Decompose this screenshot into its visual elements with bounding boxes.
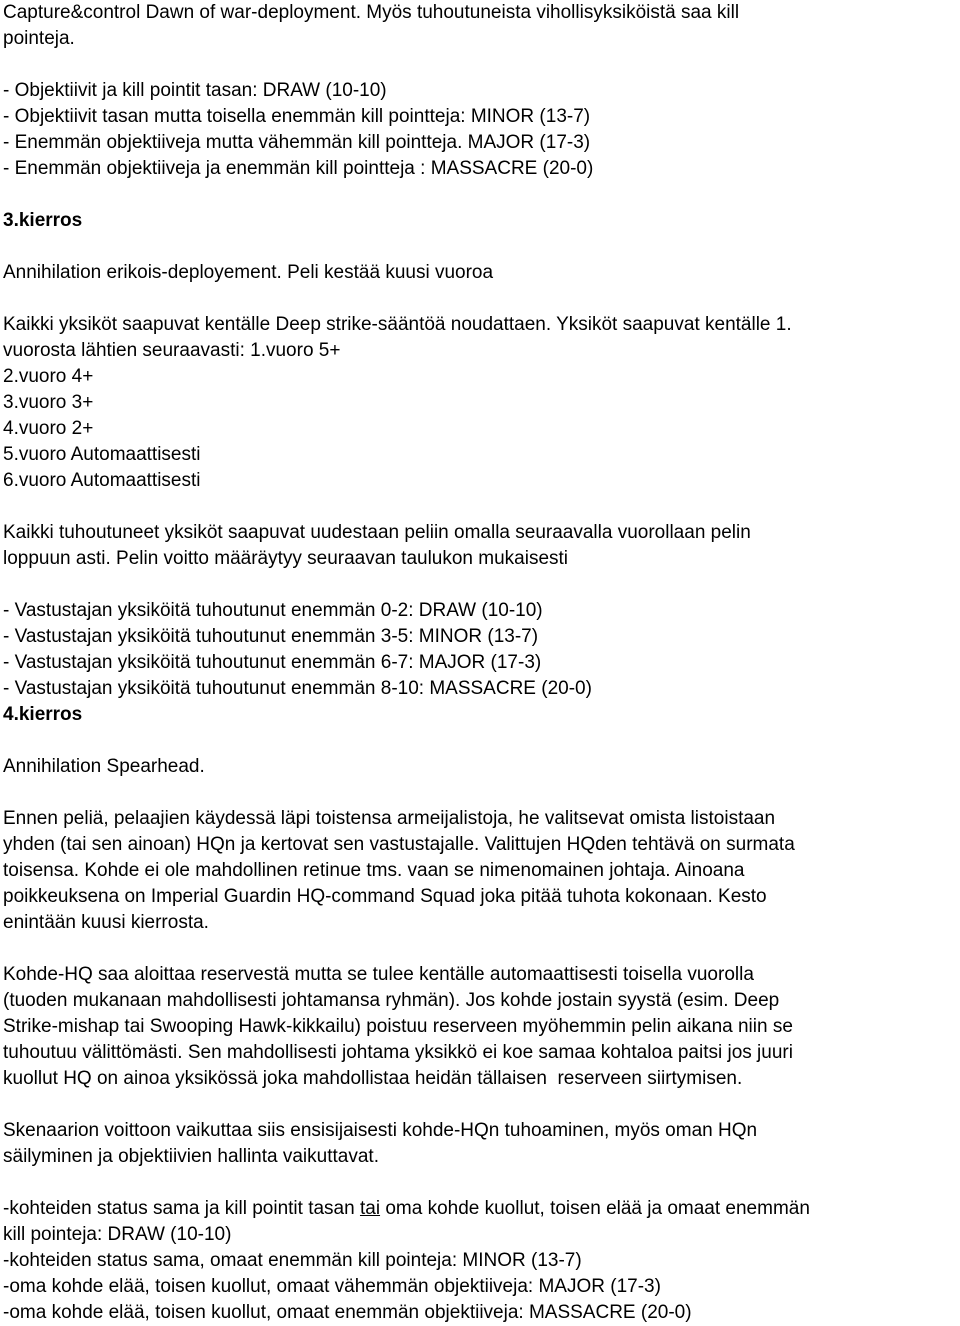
spacer xyxy=(3,1092,958,1118)
round4-para3-line-1: Skenaarion voittoon vaikuttaa siis ensisijaisesti kohde-HQn tuhoaminen, myös oman HQn xyxy=(3,1120,758,1141)
round4-para1-line-1: Ennen peliä, pelaajien käydessä läpi toistensa armeijalistoja, he valitsevat omista listoistaan xyxy=(3,808,776,829)
round4-result-massacre: -oma kohde elää, toisen kuollut, omaat enemmän objektiiveja: MASSACRE (20-0) xyxy=(3,1302,692,1323)
intro-line-1: Capture&control Dawn of war-deployment. Myös tuhoutuneista vihollisyksiköistä saa kill xyxy=(3,2,740,23)
spacer xyxy=(3,936,958,962)
round2-result-massacre: - Enemmän objektiiveja ja enemmän kill pointteja : MASSACRE (20-0) xyxy=(3,158,594,179)
round4-result-major: -oma kohde elää, toisen kuollut, omaat vähemmän objektiiveja: MAJOR (17-3) xyxy=(3,1276,661,1297)
round4-mission: Annihilation Spearhead. xyxy=(3,756,205,777)
round3-turn-3: 3.vuoro 3+ xyxy=(3,392,94,413)
round4-para2-line-4: tuhoutuu välittömästi. Sen mahdollisesti johtama yksikkö ei koe samaa kohtaloa paitsi jos juuri xyxy=(3,1042,793,1063)
round4-heading: 4.kierros xyxy=(3,704,83,725)
round3-turn-6: 6.vuoro Automaattisesti xyxy=(3,470,201,491)
round4-para1-line-2: yhden (tai sen ainoan) HQn ja kertovat sen vastustajalle. Valittujen HQden tehtävä on surmata xyxy=(3,834,795,855)
spacer xyxy=(3,572,958,598)
round3-deep-strike-line-2: vuorosta lähtien seuraavasti: 1.vuoro 5+ xyxy=(3,340,341,361)
round4-para2-line-3: Strike-mishap tai Swooping Hawk-kikkailu) poistuu reserveen myöhemmin pelin aikana niin se xyxy=(3,1016,793,1037)
round2-result-minor: - Objektiivit tasan mutta toisella enemmän kill pointteja: MINOR (13-7) xyxy=(3,106,591,127)
spacer xyxy=(3,728,958,754)
round3-deployment: Annihilation erikois-deployement. Peli kestää kuusi vuoroa xyxy=(3,262,494,283)
round4-para1-line-5: enintään kuusi kierrosta. xyxy=(3,912,209,933)
round3-result-major: - Vastustajan yksiköitä tuhoutunut enemmän 6-7: MAJOR (17-3) xyxy=(3,652,542,673)
round3-result-massacre: - Vastustajan yksiköitä tuhoutunut enemmän 8-10: MASSACRE (20-0) xyxy=(3,678,592,699)
round4-result-draw-pre: -kohteiden status sama ja kill pointit tasan xyxy=(3,1198,360,1219)
round2-result-draw: - Objektiivit ja kill pointit tasan: DRAW (10-10) xyxy=(3,80,387,101)
round3-turn-5: 5.vuoro Automaattisesti xyxy=(3,444,201,465)
spacer xyxy=(3,286,958,312)
spacer xyxy=(3,494,958,520)
round3-respawn-line-2: loppuun asti. Pelin voitto määräytyy seuraavan taulukon mukaisesti xyxy=(3,548,569,569)
round4-result-draw-post: oma kohde kuollut, toisen elää ja omaat enemmän xyxy=(380,1198,810,1219)
document-page xyxy=(3,0,958,1326)
round4-para3-line-2: säilyminen ja objektiivien hallinta vaikuttavat. xyxy=(3,1146,379,1167)
round4-para2-line-1: Kohde-HQ saa aloittaa reservestä mutta se tulee kentälle automaattisesti toisella vuorolla xyxy=(3,964,754,985)
round3-result-minor: - Vastustajan yksiköitä tuhoutunut enemmän 3-5: MINOR (13-7) xyxy=(3,626,539,647)
round3-respawn-line-1: Kaikki tuhoutuneet yksiköt saapuvat uudestaan peliin omalla seuraavalla vuorollaan pelin xyxy=(3,522,751,543)
round4-result-draw-line-2: kill pointeja: DRAW (10-10) xyxy=(3,1224,232,1245)
round4-result-draw-line-1 xyxy=(3,1196,958,1222)
intro-line-2: pointeja. xyxy=(3,28,75,49)
round4-result-draw-underlined: tai xyxy=(359,1198,381,1219)
spacer xyxy=(3,1170,958,1196)
round4-result-minor: -kohteiden status sama, omaat enemmän kill pointeja: MINOR (13-7) xyxy=(3,1250,582,1271)
round3-turn-4: 4.vuoro 2+ xyxy=(3,418,94,439)
round3-deep-strike-line-1: Kaikki yksiköt saapuvat kentälle Deep strike-sääntöä noudattaen. Yksiköt saapuvat kentälle 1. xyxy=(3,314,792,335)
spacer xyxy=(3,182,958,208)
spacer xyxy=(3,52,958,78)
spacer xyxy=(3,234,958,260)
round4-para1-line-4: poikkeuksena on Imperial Guardin HQ-command Squad joka pitää tuhota kokonaan. Kesto xyxy=(3,886,767,907)
spacer xyxy=(3,780,958,806)
round4-para1-line-3: toisensa. Kohde ei ole mahdollinen retinue tms. vaan se nimenomainen johtaja. Ainoana xyxy=(3,860,745,881)
round3-heading: 3.kierros xyxy=(3,210,83,231)
round4-para2-line-2: (tuoden mukanaan mahdollisesti johtamansa ryhmän). Jos kohde jostain syystä (esim. Deep xyxy=(3,990,780,1011)
round3-turn-2: 2.vuoro 4+ xyxy=(3,366,94,387)
round4-para2-line-5: kuollut HQ on ainoa yksikössä joka mahdollistaa heidän tällaisen reserveen siirtymisen. xyxy=(3,1068,743,1089)
round2-result-major: - Enemmän objektiiveja mutta vähemmän kill pointteja. MAJOR (17-3) xyxy=(3,132,591,153)
round3-result-draw: - Vastustajan yksiköitä tuhoutunut enemmän 0-2: DRAW (10-10) xyxy=(3,600,543,621)
